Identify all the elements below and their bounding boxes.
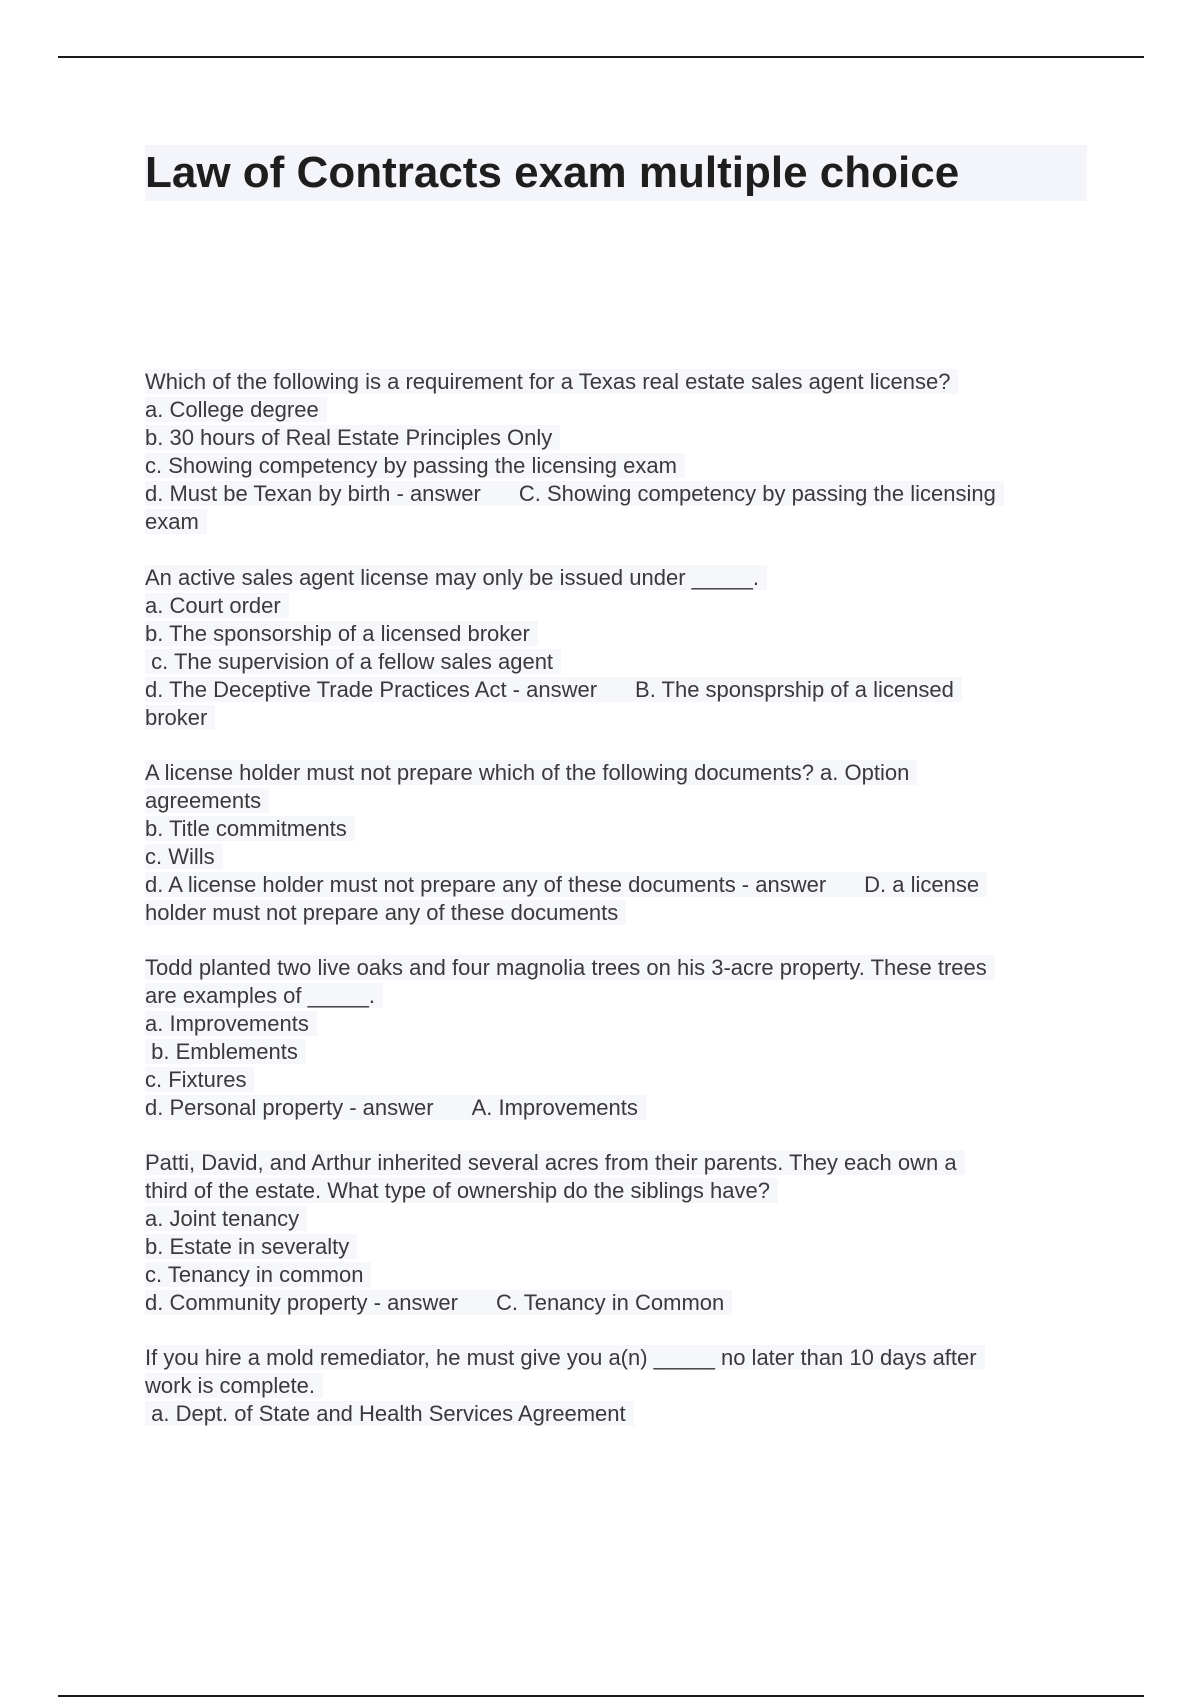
question-block <box>145 564 1090 732</box>
answer-continuation: broker <box>145 704 1090 732</box>
option-c: c. The supervision of a fellow sales agent <box>145 648 1090 676</box>
option-a: a. Dept. of State and Health Services Agreement <box>145 1400 1090 1428</box>
question-text: If you hire a mold remediator, he must give you a(n) _____ no later than 10 days after <box>145 1344 1090 1372</box>
bottom-rule <box>58 1695 1144 1697</box>
question-text-continuation: work is complete. <box>145 1372 1090 1400</box>
question-block <box>145 954 1090 1122</box>
answer-text: A. Improvements <box>471 1095 638 1120</box>
option-d-with-answer: d. Community property - answer C. Tenancy in Common <box>145 1289 1090 1317</box>
option-c: c. Fixtures <box>145 1066 1090 1094</box>
question-text: A license holder must not prepare which of the following documents? a. Option <box>145 759 1090 787</box>
option-b: b. 30 hours of Real Estate Principles Only <box>145 424 1090 452</box>
question-text: Which of the following is a requirement for a Texas real estate sales agent license? <box>145 368 1090 396</box>
option-b: b. Emblements <box>145 1038 1090 1066</box>
question-block <box>145 1344 1090 1428</box>
top-rule <box>58 56 1144 58</box>
question-block <box>145 759 1090 927</box>
option-d-with-answer: d. Personal property - answer A. Improvements <box>145 1094 1090 1122</box>
option-d-with-answer: d. The Deceptive Trade Practices Act - answer B. The sponsprship of a licensed <box>145 676 1090 704</box>
answer-text: C. Showing competency by passing the licensing <box>518 481 996 506</box>
question-text: Todd planted two live oaks and four magnolia trees on his 3-acre property. These trees <box>145 954 1090 982</box>
answer-text: C. Tenancy in Common <box>496 1290 725 1315</box>
answer-continuation: exam <box>145 508 1090 536</box>
option-d-with-answer: d. A license holder must not prepare any of these documents - answer D. a license <box>145 871 1090 899</box>
option-b: b. The sponsorship of a licensed broker <box>145 620 1090 648</box>
answer-text: D. a license <box>864 872 980 897</box>
question-block <box>145 1149 1090 1317</box>
option-a: a. Court order <box>145 592 1090 620</box>
option-c: c. Wills <box>145 843 1090 871</box>
answer-continuation: holder must not prepare any of these documents <box>145 899 1090 927</box>
question-text-continuation: third of the estate. What type of ownership do the siblings have? <box>145 1177 1090 1205</box>
option-a: a. Improvements <box>145 1010 1090 1038</box>
page-title: Law of Contracts exam multiple choice <box>145 145 1087 201</box>
question-text-continuation: are examples of _____. <box>145 982 1090 1010</box>
question-text: An active sales agent license may only be issued under _____. <box>145 564 1090 592</box>
option-c: c. Showing competency by passing the licensing exam <box>145 452 1090 480</box>
option-b: b. Title commitments <box>145 815 1090 843</box>
question-block <box>145 368 1090 536</box>
option-d-with-answer: d. Must be Texan by birth - answer C. Showing competency by passing the licensing <box>145 480 1090 508</box>
option-c: c. Tenancy in common <box>145 1261 1090 1289</box>
option-a: a. College degree <box>145 396 1090 424</box>
question-text-continuation: agreements <box>145 787 1090 815</box>
option-b: b. Estate in severalty <box>145 1233 1090 1261</box>
option-a: a. Joint tenancy <box>145 1205 1090 1233</box>
answer-text: B. The sponsprship of a licensed <box>635 677 954 702</box>
question-text: Patti, David, and Arthur inherited several acres from their parents. They each own a <box>145 1149 1090 1177</box>
